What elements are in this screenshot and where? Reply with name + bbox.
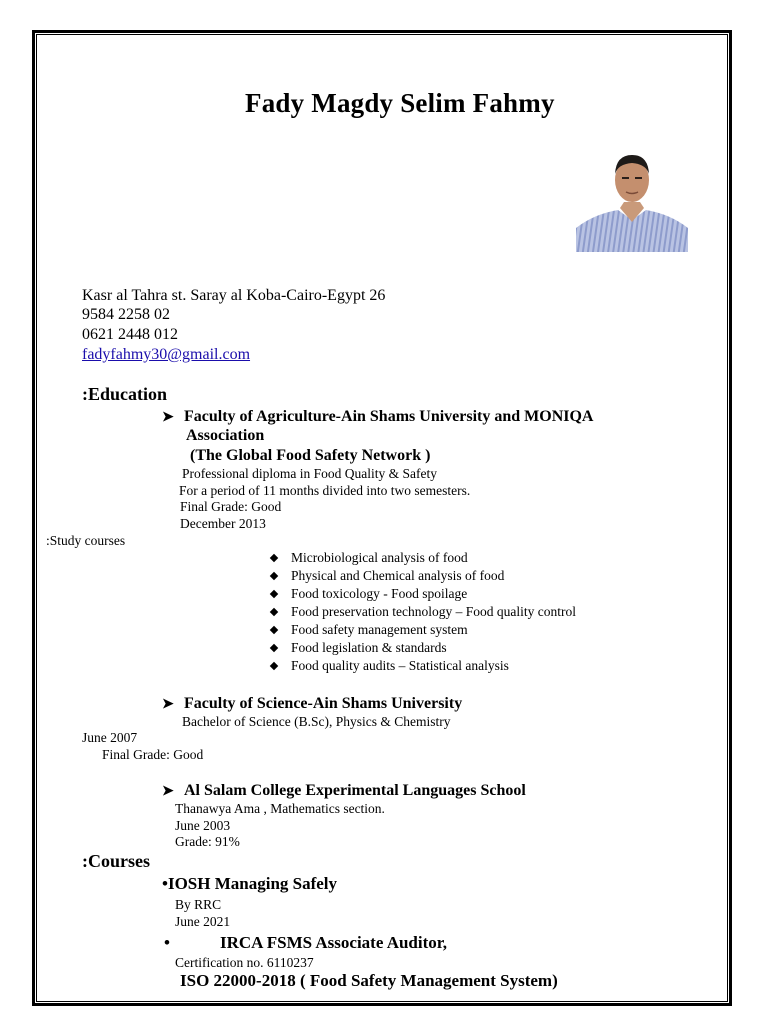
candidate-name: Fady Magdy Selim Fahmy: [245, 88, 555, 118]
list-item: Food toxicology - Food spoilage: [269, 585, 576, 603]
contact-email-link[interactable]: fadyfahmy30@gmail.com: [82, 346, 251, 363]
school-title: ➤ Al Salam College Experimental Languages School: [162, 782, 526, 799]
agri-title-line1: Faculty of Agriculture-Ain Shams University and MONIQA: [184, 408, 594, 425]
arrow-bullet-icon: ➤: [162, 697, 174, 712]
round-bullet-icon: •: [162, 874, 168, 893]
round-bullet-icon: •: [164, 933, 170, 952]
education-heading: :Education: [82, 384, 168, 404]
school-grade: Grade: 91%: [175, 834, 240, 849]
agri-title-line2: Association: [186, 427, 265, 444]
profile-photo: [576, 150, 688, 252]
science-faculty-title: ➤ Faculty of Science-Ain Shams University: [162, 695, 463, 712]
contact-phone-2: 0621 2448 012: [82, 326, 178, 343]
agri-diploma: Professional diploma in Food Quality & Safety: [182, 466, 437, 481]
iosh-date: June 2021: [175, 914, 231, 929]
study-courses-list: [269, 549, 576, 675]
agri-date: December 2013: [180, 516, 266, 531]
agri-faculty-title: [162, 407, 593, 427]
diamond-bullet-icon: [270, 644, 278, 652]
diamond-bullet-icon: [270, 608, 278, 616]
iso-course-title: ISO 22000-2018 ( Food Safety Management System): [180, 971, 558, 990]
list-item: Food quality audits – Statistical analysis: [269, 657, 576, 675]
list-item: Food preservation technology – Food quality control: [269, 603, 576, 621]
school-date: June 2003: [175, 818, 231, 833]
list-item: Physical and Chemical analysis of food: [269, 567, 576, 585]
irca-certification: Certification no. 6110237: [175, 955, 314, 970]
iosh-provider: By RRC: [175, 897, 222, 912]
diamond-bullet-icon: [270, 554, 278, 562]
diamond-bullet-icon: [270, 590, 278, 598]
list-item: Microbiological analysis of food: [269, 549, 576, 567]
science-date: June 2007: [82, 730, 138, 745]
arrow-bullet-icon: ➤: [162, 410, 174, 425]
contact-address: Kasr al Tahra st. Saray al Koba-Cairo-Egypt 26: [82, 287, 386, 304]
arrow-bullet-icon: ➤: [162, 784, 174, 799]
diamond-bullet-icon: [270, 572, 278, 580]
courses-heading: :Courses: [82, 851, 150, 871]
list-item: Food legislation & standards: [269, 639, 576, 657]
irca-course-title: • IRCA FSMS Associate Auditor,: [164, 933, 448, 952]
list-item: Food safety management system: [269, 621, 576, 639]
diamond-bullet-icon: [270, 626, 278, 634]
agri-period: For a period of 11 months divided into two semesters.: [179, 483, 471, 498]
iosh-course-title: •IOSH Managing Safely: [162, 874, 338, 893]
science-grade: Final Grade: Good: [102, 747, 204, 762]
diamond-bullet-icon: [270, 662, 278, 670]
science-degree: Bachelor of Science (B.Sc), Physics & Chemistry: [182, 714, 451, 729]
study-courses-label: :Study courses: [46, 533, 126, 548]
school-section: Thanawya Ama , Mathematics section.: [175, 801, 385, 816]
agri-title-line3: (The Global Food Safety Network ): [190, 447, 431, 464]
contact-phone-1: 9584 2258 02: [82, 306, 170, 323]
agri-grade: Final Grade: Good: [180, 499, 282, 514]
